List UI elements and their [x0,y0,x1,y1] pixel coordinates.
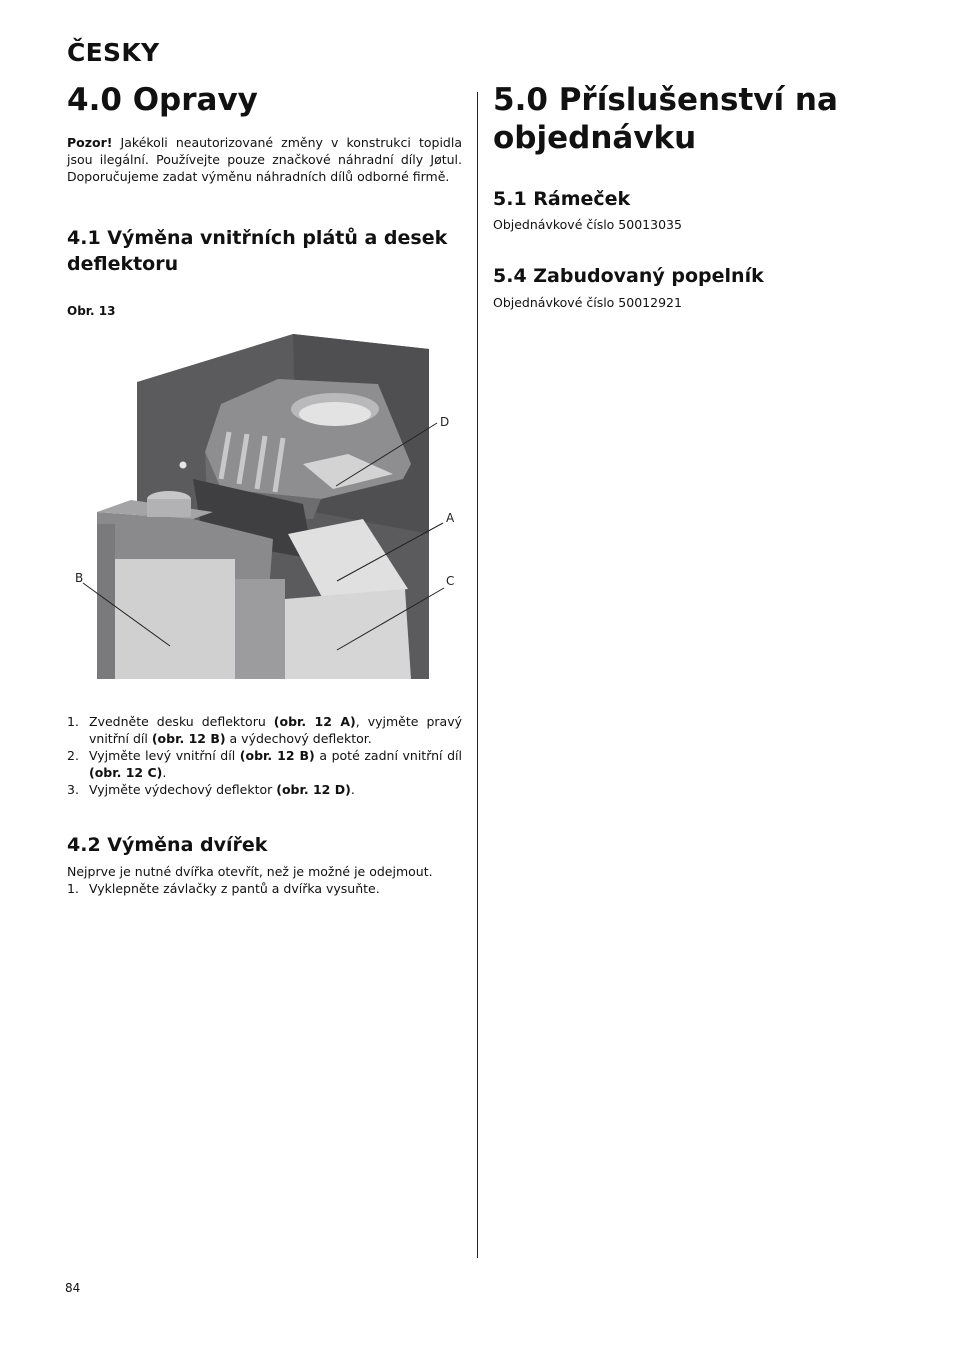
warning-paragraph [67,134,462,185]
stove-figure [73,334,455,679]
list-item: 1. Zvedněte desku deflektoru (obr. 12 A), vyjměte pravý vnitřní díl (obr. 12 B) a výdechový deflektor. [67,714,462,746]
callout-d: D [440,415,450,429]
callout-a: A [446,511,455,525]
right-column [493,82,893,311]
removal-steps [67,713,462,798]
subsection-heading-54: 5.4 Zabudovaný popelník [493,265,764,288]
page-number: 84 [65,1281,81,1295]
subsection-heading-41: 4.1 Výměna vnitřních plátů a desek deflektoru [67,226,448,276]
language-heading: ČESKY [67,38,160,67]
list-item: 2. Vyjměte levý vnitřní díl (obr. 12 B) a poté zadní vnitřní díl (obr. 12 C). [67,748,463,780]
subsection-heading-51: 5.1 Rámeček [493,187,631,210]
column-divider [477,92,478,1258]
warning-text: Jakékoli neautorizované změny v konstrukci topidla jsou ilegální. Používejte pouze značkové náhradní díly Jøtul. Doporučujeme zadat výměnu náhradních dílů odborné firmě. [67,134,462,184]
callout-b: B [75,571,84,585]
warning-label: Pozor! [67,134,113,150]
section-title-accessories: 5.0 Příslušenství na objednávku [493,82,838,156]
list-item: 1. Vyklepněte závlačky z pantů a dvířka vysuňte. [67,880,380,896]
section-title-repairs: 4.0 Opravy [67,82,258,118]
figure-label: Obr. 13 [67,304,116,318]
left-column [67,82,462,897]
subsection-heading-42: 4.2 Výměna dvířek [67,834,268,856]
order-number-51: Objednávkové číslo 50013035 [493,217,682,233]
door-paragraph: Nejprve je nutné dvířka otevřít, než je možné je odejmout. [67,863,433,879]
callout-c: C [446,574,455,588]
order-number-54: Objednávkové číslo 50012921 [493,294,682,310]
list-item: 3. Vyjměte výdechový deflektor (obr. 12 D). [67,782,355,797]
